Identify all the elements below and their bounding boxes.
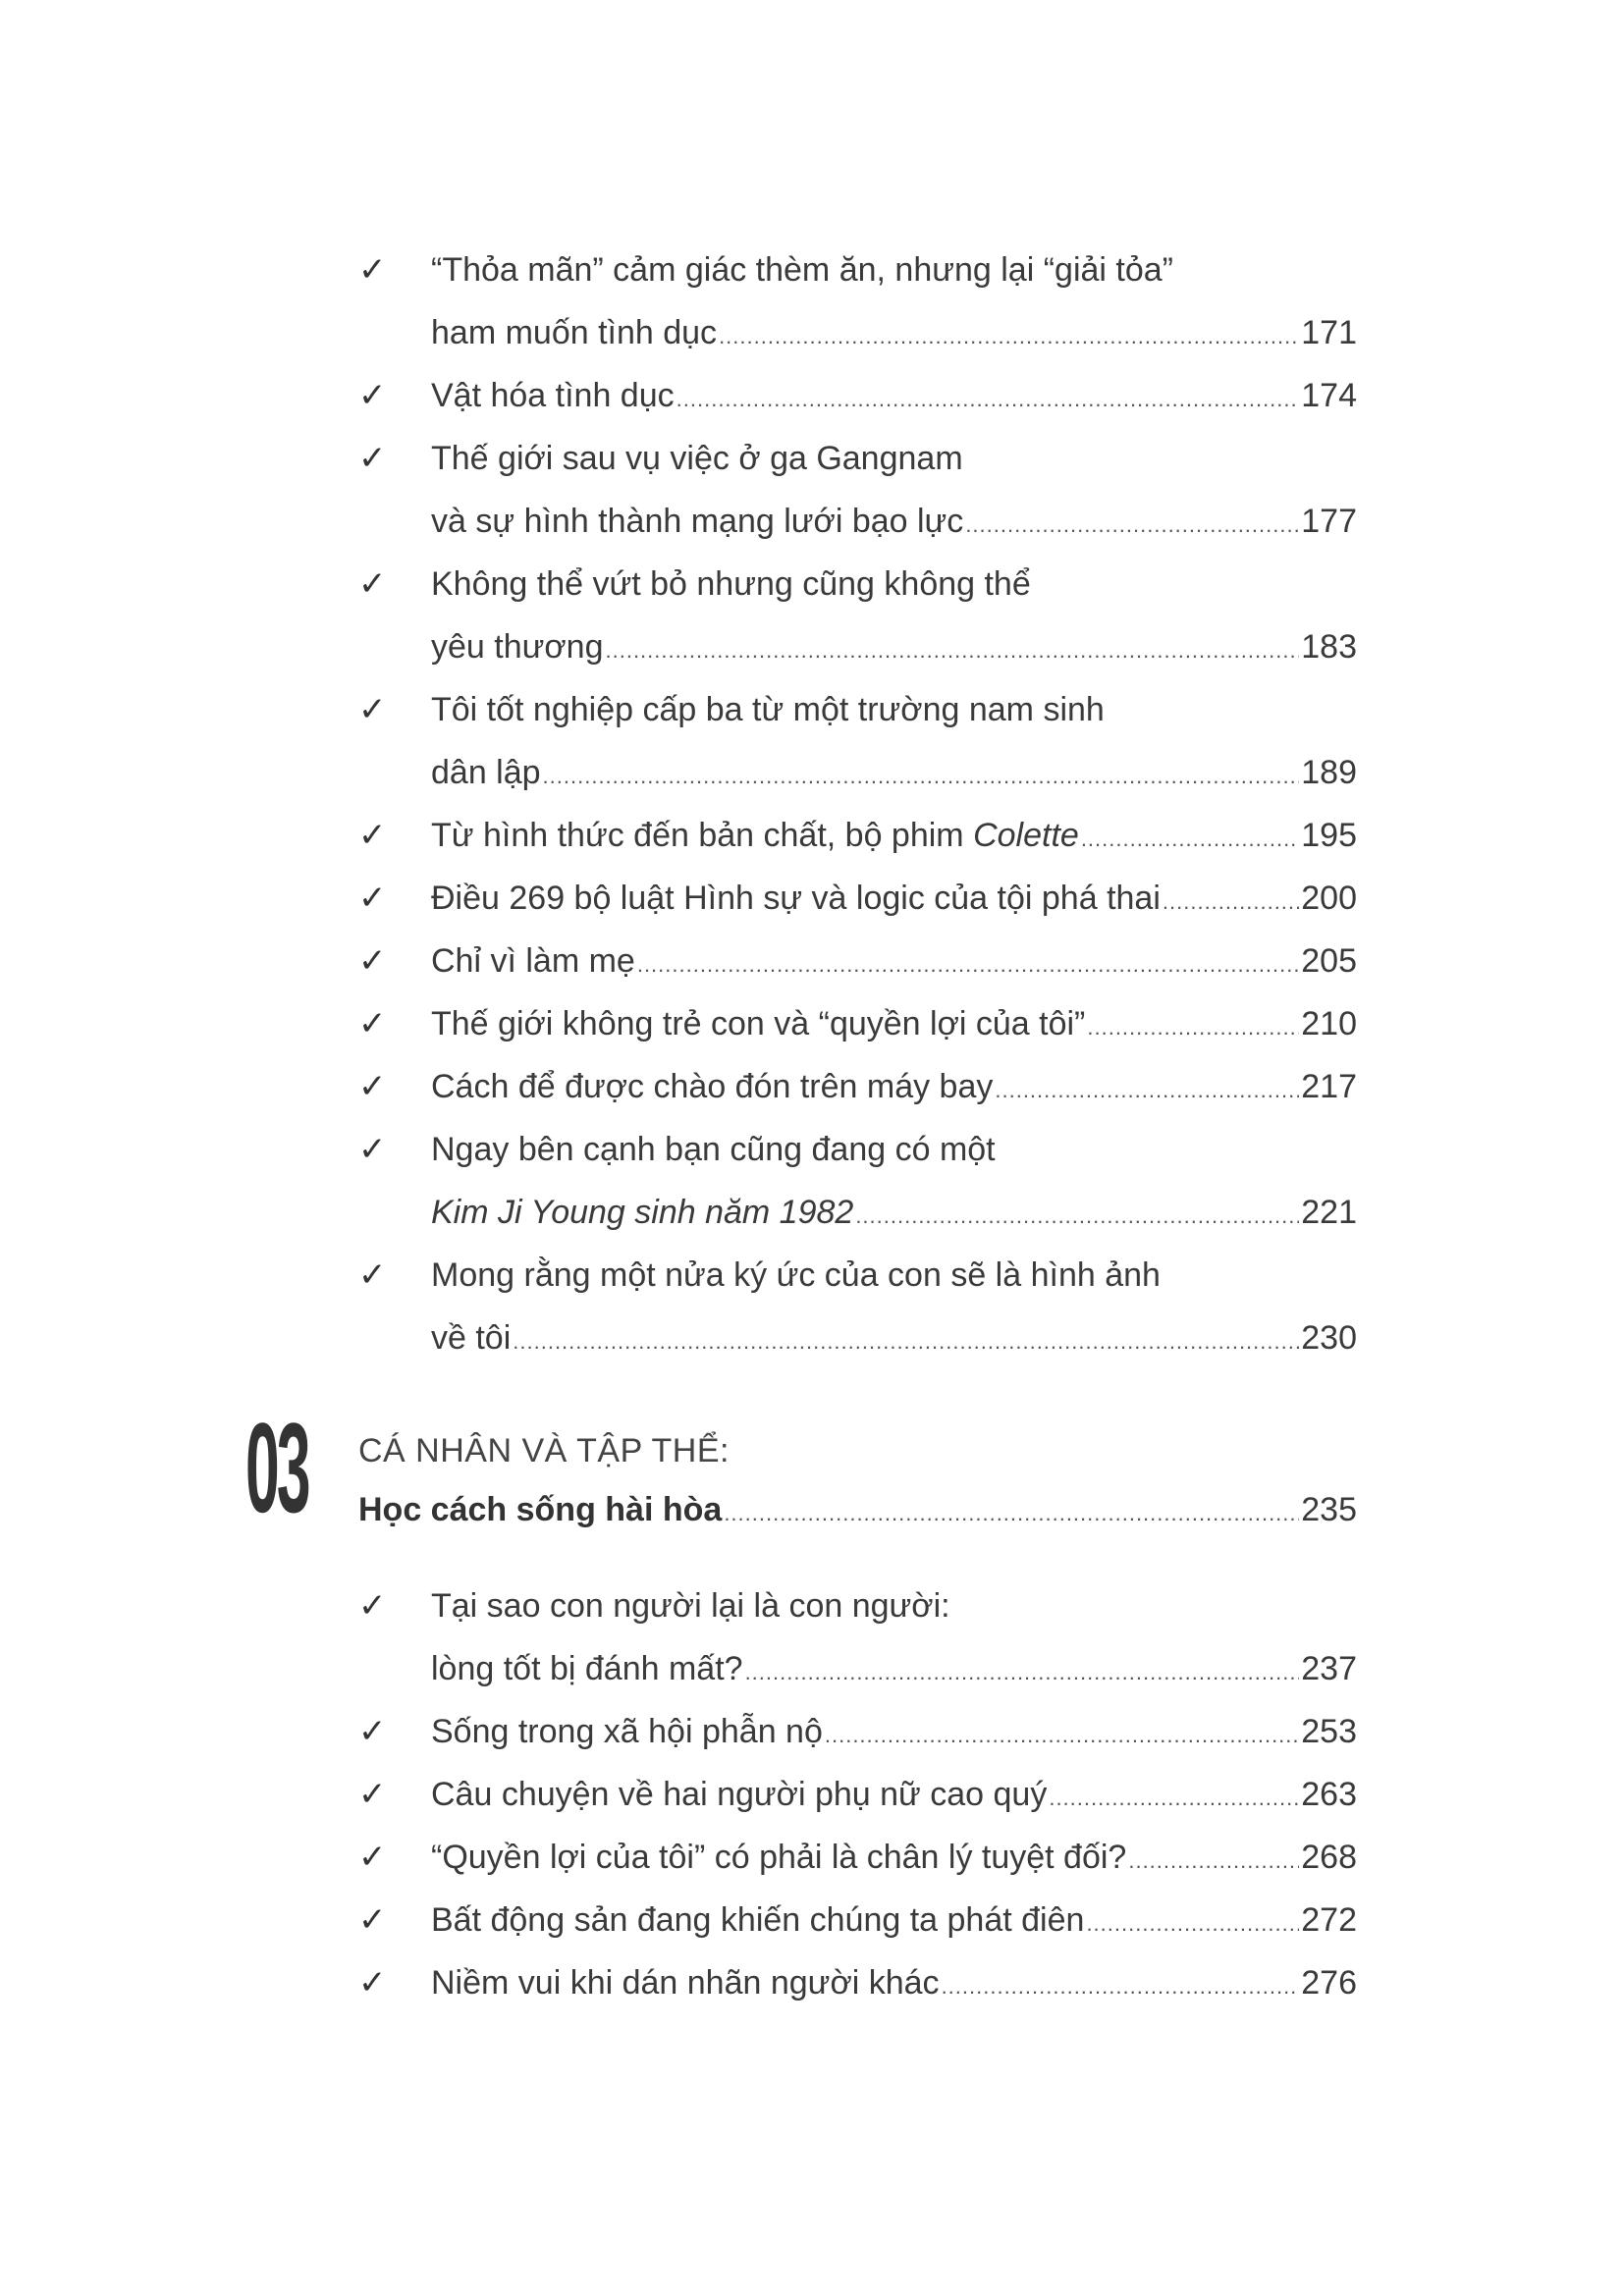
check-icon: ✓ [358,816,387,855]
toc-entry-title-line: “Thỏa mãn” cảm giác thèm ăn, nhưng lại “giải tỏa” [431,251,1174,289]
check-icon: ✓ [358,1004,387,1043]
dot-leader [855,1185,1299,1244]
toc-entry-title-text: Sống trong xã hội phẫn nộ [431,1713,823,1750]
toc-entry-title [431,930,635,992]
check-icon: ✓ [358,1067,387,1106]
page-number: 200 [1301,880,1357,917]
dot-leader [1086,1893,1299,1951]
page-number: 189 [1301,754,1357,791]
dot-leader [719,305,1299,364]
dot-leader [1081,808,1299,867]
dot-leader [676,368,1300,427]
toc-entry-title-text: Thế giới không trẻ con và “quyền lợi của tôi” [431,1005,1086,1042]
toc-entry-final-line [431,1181,1357,1244]
toc-entry-title-text: về tôi [431,1319,512,1357]
check-icon: ✓ [358,1900,387,1940]
page-number: 210 [1301,1005,1357,1042]
toc-entry-title [431,1700,823,1763]
toc-entry[interactable] [358,804,1357,867]
toc-entry[interactable] [358,1763,1357,1826]
check-icon: ✓ [358,376,387,415]
toc-entry[interactable] [358,1118,1357,1244]
section-number: 03 [245,1396,308,1539]
toc-entry-title-line: Không thể vứt bỏ nhưng cũng không thể [431,565,1031,603]
page-number: 272 [1301,1901,1357,1939]
toc-entry-title-text: yêu thương [431,628,604,666]
toc-entry-final-line [431,930,1357,992]
toc-entry-title-text: lòng tốt bị đánh mất? [431,1650,743,1687]
page-number: 276 [1301,1964,1357,2002]
dot-leader [543,745,1300,804]
toc-entry[interactable] [358,930,1357,992]
check-icon: ✓ [358,1775,387,1814]
toc-entry-title [431,1181,853,1244]
page-number: 195 [1301,817,1357,854]
toc-entry-title [431,1763,1047,1826]
page-number: 268 [1301,1839,1357,1876]
toc-entry-title [431,992,1085,1055]
toc-entry-title-line: Mong rằng một nửa ký ức của con sẽ là hình ảnh [431,1256,1161,1294]
toc-entry-title-text: Niềm vui khi dán nhãn người khác [431,1964,940,2002]
toc-entry-final-line [431,615,1357,678]
check-icon: ✓ [358,1838,387,1877]
dot-leader [965,494,1299,553]
toc-entry-final-line [431,1951,1357,2014]
toc-entry[interactable] [358,992,1357,1055]
toc-entry[interactable] [358,427,1357,553]
dot-leader [1049,1767,1299,1826]
toc-entry-title-text: Cách để được chào đón trên máy bay [431,1068,994,1105]
toc-entry-final-line [431,1826,1357,1889]
page-number: 174 [1301,377,1357,414]
dot-leader [606,619,1300,678]
check-icon: ✓ [358,564,387,604]
section-subtitle-entry[interactable] [358,1478,1357,1541]
toc-entry[interactable] [358,1575,1357,1700]
page-number: 221 [1301,1194,1357,1231]
toc-entry-title-line: Tại sao con người lại là con người: [431,1587,950,1625]
toc-entry-title-text: dân lập [431,754,541,791]
dot-leader [942,1955,1300,2014]
toc-entry-title-text: Vật hóa tình dục [431,377,675,414]
toc-entry[interactable] [358,1889,1357,1951]
toc-entry-title [431,867,1161,930]
page-number: 177 [1301,503,1357,540]
toc-entry-title [431,1637,743,1700]
toc-entry-final-line [431,1055,1357,1118]
toc-entry-title-italic: Colette [973,817,1079,854]
dot-leader [995,1059,1299,1118]
toc-entry-title-text: “Quyền lợi của tôi” có phải là chân lý tuyệt đối? [431,1839,1127,1876]
dot-leader [1128,1830,1299,1889]
toc-entry-title [431,1307,511,1369]
toc-entry-title-text: Từ hình thức đến bản chất, bộ phim [431,817,974,854]
toc-entry-title-text: Bất động sản đang khiến chúng ta phát điên [431,1901,1085,1939]
toc-entry-title-text: ham muốn tình dục [431,314,718,351]
dot-leader [513,1310,1299,1369]
toc-entry[interactable] [358,1700,1357,1763]
toc-entry-final-line [431,992,1357,1055]
toc-entry-title-line: Tôi tốt nghiệp cấp ba từ một trường nam sinh [431,691,1105,728]
toc-entry-title [431,1951,940,2014]
toc-entry-title [431,804,1079,867]
dot-leader [745,1641,1300,1700]
check-icon: ✓ [358,1712,387,1751]
toc-entry-title [431,1826,1126,1889]
toc-entry[interactable] [358,239,1357,364]
toc-entry-title-text: Điều 269 bộ luật Hình sự và logic của tội phá thai [431,880,1161,917]
section-subtitle: Học cách sống hài hòa [358,1491,723,1528]
toc-entry-title [431,741,541,804]
toc-entry-title-text: Câu chuyện về hai người phụ nữ cao quý [431,1776,1048,1813]
toc-entry-final-line [431,364,1357,427]
toc-entry-final-line [431,490,1357,553]
toc-entry[interactable] [358,364,1357,427]
section-title: CÁ NHÂN VÀ TẬP THỂ: [358,1432,730,1469]
toc-entry-title [431,615,604,678]
toc-entry[interactable] [358,1244,1357,1369]
toc-entry-title-text: và sự hình thành mạng lưới bạo lực [431,503,964,540]
toc-entry[interactable] [358,1826,1357,1889]
toc-entry-final-line [431,1763,1357,1826]
page-number: 205 [1301,942,1357,980]
toc-entry-title [431,1055,993,1118]
check-icon: ✓ [358,690,387,729]
toc-entry-final-line [431,1700,1357,1763]
page-number: 235 [1301,1491,1357,1528]
page-number: 230 [1301,1319,1357,1357]
toc-entry-title-line: Ngay bên cạnh bạn cũng đang có một [431,1131,996,1168]
dot-leader [724,1482,1299,1541]
dot-leader [637,934,1299,992]
check-icon: ✓ [358,1255,387,1295]
check-icon: ✓ [358,1586,387,1626]
toc-entry-final-line [431,1637,1357,1700]
check-icon: ✓ [358,941,387,981]
toc-entry-title-text: Chỉ vì làm mẹ [431,942,635,980]
check-icon: ✓ [358,250,387,290]
toc-entry-final-line [431,1889,1357,1951]
toc-entry-title [431,364,675,427]
page-number: 237 [1301,1650,1357,1687]
check-icon: ✓ [358,1963,387,2002]
toc-entry-title [431,1889,1084,1951]
dot-leader [825,1704,1299,1763]
toc-entry[interactable] [358,1055,1357,1118]
page-number: 217 [1301,1068,1357,1105]
toc-entry-title-line: Thế giới sau vụ việc ở ga Gangnam [431,440,963,477]
toc-entry[interactable] [358,553,1357,678]
page-number: 263 [1301,1776,1357,1813]
toc-entry-title-italic: Kim Ji Young sinh năm 1982 [431,1194,854,1231]
toc-entry[interactable] [358,678,1357,804]
toc-entry-final-line [431,301,1357,364]
page-number: 183 [1301,628,1357,666]
toc-entry-final-line [431,867,1357,930]
check-icon: ✓ [358,1130,387,1169]
toc-entry-title [431,490,963,553]
toc-entry-final-line [431,741,1357,804]
section-header-03 [245,1396,1357,1551]
dot-leader [1163,871,1299,930]
toc-list-part3 [358,1575,1357,2014]
toc-list-part2 [358,239,1357,1369]
toc-entry-final-line [431,804,1357,867]
toc-entry[interactable] [358,1951,1357,2014]
toc-entry[interactable] [358,867,1357,930]
toc-entry-final-line [431,1307,1357,1369]
dot-leader [1087,996,1299,1055]
page-number: 253 [1301,1713,1357,1750]
check-icon: ✓ [358,879,387,918]
toc-entry-title [431,301,717,364]
page-number: 171 [1301,314,1357,351]
check-icon: ✓ [358,439,387,478]
